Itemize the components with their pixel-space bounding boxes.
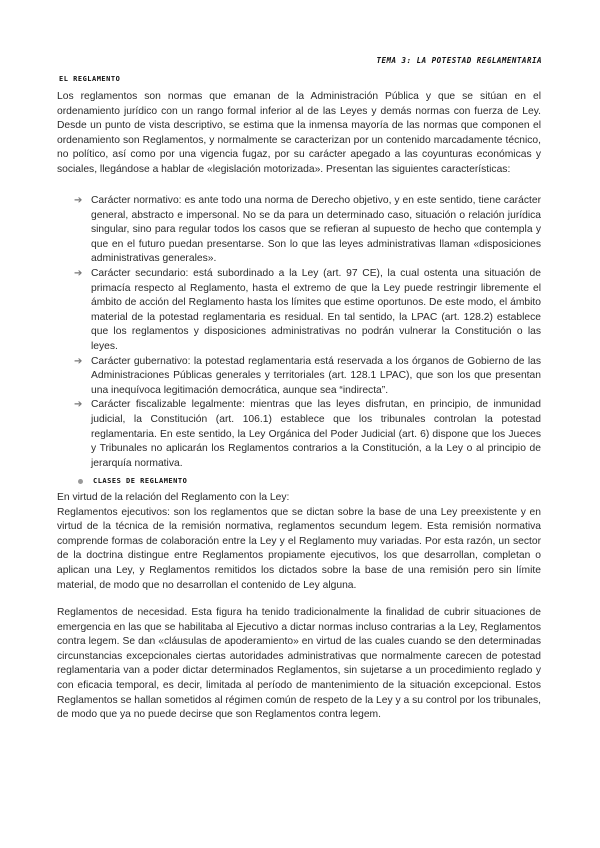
list-item-text: Carácter fiscalizable legalmente: mientras que las leyes disfrutan, en principio, de inmunidad judicial, la Constitución (art. 106.1) establece que los tribunales controlan la potestad reglamentaria. En este sentido, la Ley Orgánica del Poder Judicial (art. 6) dispone que los Jueces y Tribunales no aplicarán los Reglamentos contrarios a la Constitución, a la Ley o al principio de jerarquía normativa.: [91, 399, 541, 469]
arrow-icon: ➔: [74, 355, 83, 367]
list-item-text: Carácter normativo: es ante todo una norma de Derecho objetivo, y en este sentido, tiene carácter general, abstracto e impersonal. No se da para un determinado caso, situación o relación jurídica singular, sino para regular todos los casos que se refieran al supuesto de hecho que contempla y que en el futuro puedan presentarse. Son lo que las leyes administrativas llaman «disposiciones administrativas generales».: [91, 195, 541, 265]
ejecutivos-paragraph: Reglamentos ejecutivos: son los reglamentos que se dictan sobre la base de una Ley preexistente y en virtud de la técnica de la remisión normativa, reglamentos secundum legem. Esta remisión normativa comprende formas de colaboración entre la Ley y el Reglamento muy variadas. Por esta razón, un sector de la doctrina distingue entre Reglamentos propiamente ejecutivos, los que desarrollan, completan o aplican una Ley, y Reglamentos remitidos los dictados sobre la base de una remisión pero sin límite material, de modo que no desarrollan el contenido de Ley alguna.: [57, 506, 541, 591]
necesidad-block: [57, 606, 541, 723]
intro-paragraph: [57, 90, 541, 178]
characteristics-list: [74, 194, 541, 471]
list-item: [74, 355, 541, 399]
arrow-icon: ➔: [74, 399, 83, 411]
intro-text: Los reglamentos son normas que emanan de la Administración Pública y que se sitúan en el ordenamiento jurídico con un rango formal inferior al de las Leyes y demás normas con fuerza de Ley. Desde un punto de vista descriptivo, se estima que la inmensa mayoría de las normas que componen el ordenamiento son Reglamentos, y normalmente se caracterizan por un contenido marcadamente técnico, no político, así como por una vigencia fugaz, por su carácter apegado a las coyunturas económicas y sociales, llegándose a hablar de «legislación motorizada». Presentan las siguientes características:: [57, 91, 541, 175]
section-heading-text: CLASES DE REGLAMENTO: [93, 477, 188, 485]
section-heading-clases: [78, 477, 187, 485]
list-item-text: Carácter gubernativo: la potestad reglamentaria está reservada a los órganos de Gobierno de las Administraciones Públicas generales y territoriales (art. 128.1 LPAC), que son los que presentan una inequívoca legitimación democrática, aunque sea “indirecta”.: [91, 355, 541, 396]
arrow-icon: ➔: [74, 267, 83, 279]
bullet-dot-icon: [78, 479, 83, 484]
section-heading-reglamento: EL REGLAMENTO: [59, 75, 121, 83]
list-item: [74, 398, 541, 471]
clases-intro: En virtud de la relación del Reglamento con la Ley:: [57, 492, 290, 503]
list-item: [74, 267, 541, 355]
list-item: [74, 194, 541, 267]
list-item-text: Carácter secundario: está subordinado a la Ley (art. 97 CE), la cual ostenta una situación de primacía respecto al Reglamento, hasta el extremo de que la Ley puede restringir libremente el ámbito de acción del Reglamento hasta los límites que estime oportunos. De este modo, el ámbito material de la potestad reglamentaria es residual. En tal sentido, la LPAC (art. 128.2) establece que los reglamentos y disposiciones administrativas no podrán vulnerar la Constitución o las leyes.: [91, 267, 541, 352]
necesidad-paragraph: Reglamentos de necesidad. Esta figura ha tenido tradicionalmente la finalidad de cubrir situaciones de emergencia en las que se habilitaba al Ejecutivo a dictar normas incluso contrarias a la Ley, Reglamentos contra legem. Se dan «cláusulas de apoderamiento» en virtud de las cuales cuando se den determinadas circunstancias excepcionales ciertas autoridades administrativas que normalmente carecen de potestad reglamentaria van a poder dictar determinados Reglamentos, sin sujetarse a un procedimiento reglado y con eficacia temporal, es decir, limitada al período de mantenimiento de la situación excepcional. Estos Reglamentos se hallan sometidos al régimen común de respeto de la Ley y a su control por los tribunales, de modo que ya no puede decirse que son Reglamentos contra legem.: [57, 607, 541, 721]
running-header: TEMA 3: LA POTESTAD REGLAMENTARIA: [376, 56, 542, 65]
clases-intro-block: [57, 491, 541, 593]
arrow-icon: ➔: [74, 195, 83, 206]
